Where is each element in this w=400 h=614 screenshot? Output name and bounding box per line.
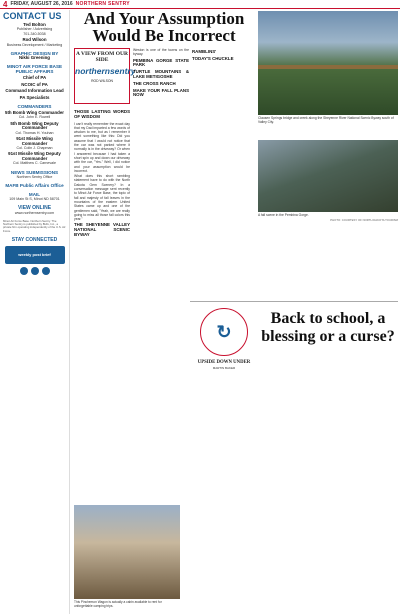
pembina-photo-caption: A fall scene in the Pembina Gorge.	[258, 213, 309, 217]
article-column-2	[133, 48, 189, 500]
pa-specialists-label: PA Specialists	[19, 94, 50, 100]
contact-name-1: Ted Bolton	[23, 22, 46, 27]
weekly-post-brief-logo[interactable]: weekly post brief	[5, 246, 65, 264]
column-name: UPSIDE DOWN UNDER	[197, 360, 251, 365]
col2-heading-pembina: PEMBINA GORGE STATE PARK	[133, 57, 189, 68]
article-column-1	[74, 108, 130, 500]
article-headline: And Your Assumption Would Be Incorrect	[83, 9, 245, 45]
article2-column-1	[192, 372, 254, 610]
contact-role-1: Publisher / Advertising	[16, 27, 53, 32]
unit-4-person: Col. Matthew C. Carnevale	[13, 161, 56, 166]
col2-heading-turtle: TURTLE MOUNTAINS & LAKE METIGOSHE	[133, 69, 189, 79]
unit-2: 5th Bomb Wing Deputy Commander	[10, 120, 59, 131]
col1-heading-2: THE SHEYENNE VALLEY NATIONAL SCENIC BYWAY	[74, 222, 130, 238]
stay-connected-heading: STAY CONNECTED	[11, 236, 58, 243]
chief-pa-label: Chief of PA	[22, 75, 47, 81]
unit-4: 91st Missile Wing Deputy Commander	[8, 151, 61, 161]
col1-paragraph-1: I can't really remember the exact day that my Dad imparted a few words of wisdom to me, but as I remember it went something like this: Did you assume that I would not notice that the car was not parked where it normally is in the driveway? Or when I answered because I had taken a short spin up and down our driveway with the car, "Yes." Well, I did notice and your assumption would be incorrect.	[74, 121, 130, 173]
byway-photo-caption: Clausen Springs bridge and creek along the Sheyenne River National Scenic Byway south of Valley City.	[258, 116, 394, 124]
contact-name-2: Rod Wilson	[22, 37, 47, 43]
view-online-url[interactable]: www.northernsentry.com	[14, 211, 55, 216]
news-submissions-heading: NEWS SUBMISSIONS	[10, 169, 59, 175]
section-divider	[190, 301, 398, 302]
article2-column-3	[330, 350, 398, 610]
unit-3-person: Col. Colin J. Chapman	[16, 145, 53, 150]
col3-heading-chuckle: TODAY'S CHUCKLE	[192, 55, 234, 61]
publication-name: NORTHERN SENTRY	[75, 1, 130, 7]
unit-3: 91st Missile Wing Commander	[16, 136, 53, 146]
unit-1: 5th Bomb Wing Commander	[5, 110, 64, 116]
instagram-icon[interactable]	[42, 267, 50, 275]
col3-heading-ramblins: RAMBLINS'	[192, 49, 217, 54]
facebook-icon[interactable]	[20, 267, 28, 275]
upside-down-under-icon: ↻	[200, 308, 248, 356]
col2-heading-fall-plans: MAKE YOUR FALL PLANS NOW	[133, 87, 189, 98]
page-header	[0, 0, 400, 9]
camping-photo-caption: This Pinchemon Wagon is actually a cabin available to rent for unforgettable camping trips.	[74, 600, 162, 608]
view-author: ROD WILSON	[91, 79, 113, 83]
page-number: 4	[3, 0, 8, 9]
northern-sentry-logo: northernsentry	[75, 66, 136, 76]
column-author: MARTIN BAKER	[212, 366, 236, 370]
unit-1-person: Col. John E. Rowell	[18, 115, 51, 120]
contact-sidebar	[0, 10, 70, 614]
news-submissions-sub: Northern Sentry Office	[16, 174, 53, 179]
contact-heading: CONTACT US	[3, 11, 62, 21]
view-online-heading: VIEW ONLINE	[17, 205, 52, 212]
photo-credit: PHOTO: COURTESY OF NORTH DAKOTA TOURISM	[330, 218, 398, 222]
view-from-label: A VIEW FROM OUR SIDE	[76, 51, 128, 63]
commanders-heading: COMMANDERS	[17, 104, 52, 110]
command-info-label: Command Information Lead	[5, 88, 64, 94]
col2-paragraph: Weston is one of the towns on the byway.	[133, 48, 189, 57]
social-icons	[3, 267, 66, 275]
article-column-3	[192, 48, 254, 298]
camping-wagon-photo	[74, 505, 180, 599]
contact-phone-1: 701-340-5038	[23, 31, 46, 36]
article-column-4	[258, 226, 398, 300]
graphic-design-heading: GRAPHIC DESIGN BY	[10, 51, 59, 57]
twitter-icon[interactable]	[31, 267, 39, 275]
disclaimer-text: Minot Air Force Base. Northern Sentry. The Northern Sentry is published by BHG, Inc., a private firm operating independently of the U.S. Air Force.	[3, 218, 66, 233]
back-to-school-headline: Back to school, a blessing or a curse?	[261, 310, 395, 345]
minot-pa-heading: MINOT AIR FORCE BASE PUBLIC AFFAIRS	[6, 64, 63, 75]
unit-2-person: Col. Thomas H. Youhan	[15, 130, 54, 135]
graphic-designer-name: Nikki Greening	[19, 55, 50, 61]
view-from-our-side-box	[74, 48, 136, 104]
pembina-gorge-photo	[258, 140, 398, 212]
col1-paragraph-2: What does this short rambling statement have to do with the North Dakota Gem Scenery? In a conversation message sent recently to Minot Air Force Base, the topic of fall and majesty of fall leaves in the mountains of the eastern United States came up and one of the gentlemen said, "Yeah, we are really going to miss all those fall colors this year."	[74, 174, 130, 222]
col2-heading-cross-ranch: THE CROSS RANCH	[133, 80, 176, 86]
contact-role-2: Business Development / Marketing	[6, 42, 63, 47]
ncoic-pa-label: NCOIC of PA	[21, 81, 48, 87]
article2-column-2	[258, 350, 326, 610]
bridge-graphic	[258, 65, 398, 69]
mail-address: 109 Main St S, Minot ND 58701	[9, 196, 60, 201]
mail-heading: MAIL	[28, 191, 41, 197]
col1-heading: THOSE LASTING WORDS OF WISDOM	[74, 109, 130, 119]
byway-photo	[258, 11, 398, 115]
mafb-pa-heading: MAFB Public Affairs Office	[5, 182, 64, 188]
issue-date: FRIDAY, AUGUST 26, 2016	[10, 1, 73, 7]
